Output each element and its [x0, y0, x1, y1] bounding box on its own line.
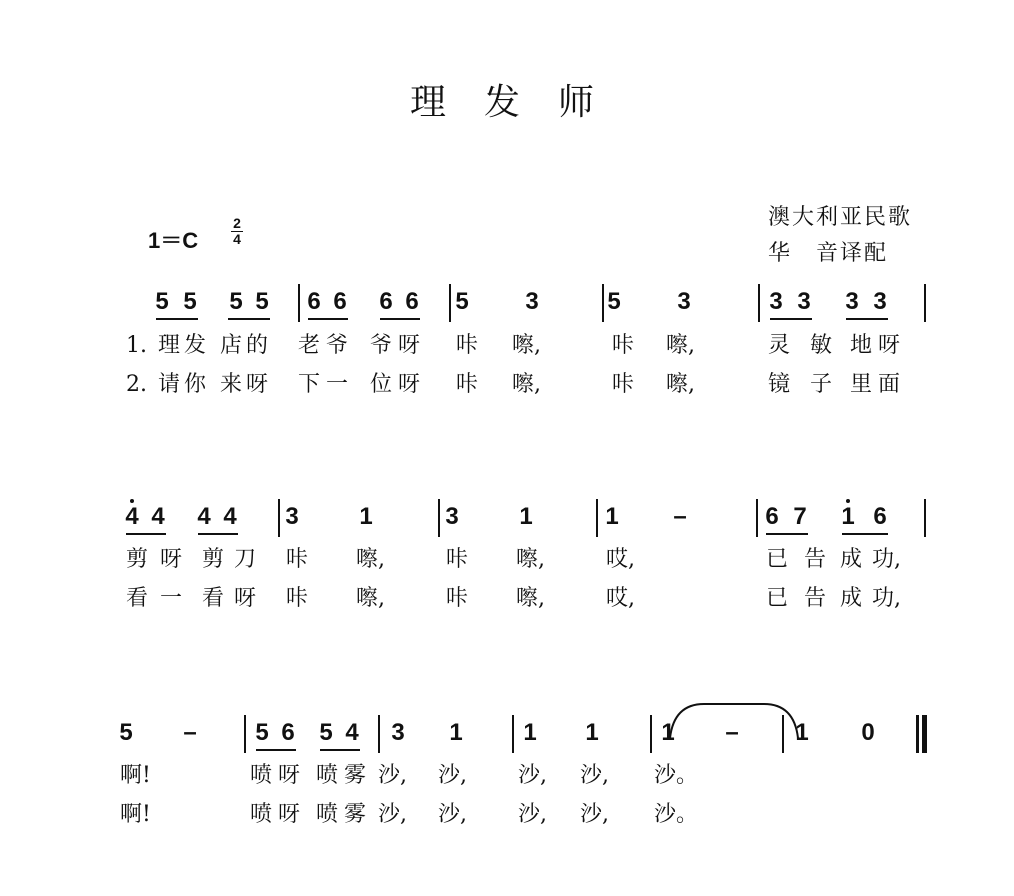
time-signature-top: 2: [233, 215, 241, 231]
lyric-verse-1: 敏: [810, 333, 833, 358]
lyric-verse-2: 下: [298, 372, 321, 397]
note: 3: [797, 288, 811, 315]
note: 3: [845, 288, 859, 315]
translator-credit: 华 音译配: [768, 241, 889, 266]
barline: [922, 715, 927, 753]
lyric-verse-1: 咔: [456, 333, 479, 358]
lyric-verse-1: 嚓,: [666, 333, 695, 358]
barline: [278, 499, 280, 537]
lyric-verse-1: 嚓,: [356, 547, 385, 572]
barline: [782, 715, 784, 753]
lyric-verse-2: 咔: [446, 586, 469, 611]
time-signature-bottom: 4: [233, 231, 241, 247]
barline: [924, 499, 926, 537]
note: 6: [307, 288, 321, 315]
barline: [758, 284, 760, 322]
lyric-verse-1: 1.: [126, 333, 147, 358]
note: 1: [661, 719, 675, 746]
note: 7: [793, 503, 807, 530]
lyric-verse-1: 喷: [316, 763, 339, 788]
lyric-verse-2: 沙。: [654, 802, 699, 827]
note: 6: [873, 503, 887, 530]
barline: [244, 715, 246, 753]
octave-dot: [130, 499, 134, 503]
lyric-verse-2: 一: [326, 372, 349, 397]
beam-underline: [228, 318, 270, 320]
lyric-verse-2: 嚓,: [516, 586, 545, 611]
beam-underline: [846, 318, 888, 320]
note: 1: [795, 719, 809, 746]
lyric-verse-2: 来: [220, 372, 243, 397]
lyric-verse-1: 咔: [286, 547, 309, 572]
note: 6: [333, 288, 347, 315]
lyric-verse-2: 嚓,: [512, 372, 541, 397]
lyric-verse-1: 爷: [370, 333, 393, 358]
note: 4: [125, 503, 139, 530]
note: 5: [607, 288, 621, 315]
lyric-verse-1: 功,: [872, 547, 901, 572]
note: 6: [405, 288, 419, 315]
lyric-verse-1: 爷: [326, 333, 349, 358]
note: 5: [183, 288, 197, 315]
lyric-verse-1: 嚓,: [512, 333, 541, 358]
note: 1: [841, 503, 855, 530]
note: 3: [677, 288, 691, 315]
lyric-verse-1: 地: [850, 333, 873, 358]
note: 5: [455, 288, 469, 315]
lyric-verse-2: 你: [184, 372, 207, 397]
note: 3: [445, 503, 459, 530]
barline: [756, 499, 758, 537]
lyric-verse-1: 沙。: [654, 763, 699, 788]
lyric-verse-2: 子: [810, 372, 833, 397]
lyric-verse-2: 已: [766, 586, 789, 611]
origin-credit: 澳大利亚民歌: [768, 205, 913, 230]
barline: [449, 284, 451, 322]
lyric-verse-1: 咔: [612, 333, 635, 358]
lyric-verse-1: 沙,: [378, 763, 407, 788]
lyric-verse-1: 雾: [344, 763, 367, 788]
lyric-verse-2: 镜: [768, 372, 791, 397]
beam-underline: [842, 533, 888, 535]
beam-underline: [256, 749, 296, 751]
lyric-verse-1: 的: [246, 333, 269, 358]
note: 1: [359, 503, 373, 530]
barline: [512, 715, 514, 753]
lyric-verse-1: 成: [840, 547, 863, 572]
lyric-verse-1: 刀: [234, 547, 257, 572]
lyric-verse-2: 沙,: [518, 802, 547, 827]
lyric-verse-2: 看: [202, 586, 225, 611]
lyric-verse-2: 咔: [612, 372, 635, 397]
barline: [378, 715, 380, 753]
lyric-verse-1: 已: [766, 547, 789, 572]
lyric-verse-2: 啊!: [120, 802, 151, 827]
lyric-verse-2: 喷: [250, 802, 273, 827]
beam-underline: [308, 318, 348, 320]
lyric-verse-1: 剪: [126, 547, 149, 572]
note: 0: [861, 719, 875, 746]
note: 3: [769, 288, 783, 315]
note: 3: [873, 288, 887, 315]
lyric-verse-1: 呀: [398, 333, 421, 358]
beam-underline: [770, 318, 812, 320]
barline: [596, 499, 598, 537]
lyric-verse-1: 啊!: [120, 763, 151, 788]
lyric-verse-2: 沙,: [438, 802, 467, 827]
key-signature: 1＝C: [148, 228, 199, 253]
lyric-verse-2: 里: [850, 372, 873, 397]
lyric-verse-2: 呀: [234, 586, 257, 611]
barline: [650, 715, 652, 753]
note: 5: [255, 288, 269, 315]
lyric-verse-1: 灵: [768, 333, 791, 358]
note: 4: [151, 503, 165, 530]
lyric-verse-2: 面: [878, 372, 901, 397]
barline: [916, 715, 919, 753]
lyric-verse-1: 理: [158, 333, 181, 358]
lyric-verse-2: 看: [126, 586, 149, 611]
lyric-verse-1: 沙,: [580, 763, 609, 788]
beam-underline: [320, 749, 360, 751]
note: 4: [345, 719, 359, 746]
lyric-verse-2: 雾: [344, 802, 367, 827]
lyric-verse-2: 喷: [316, 802, 339, 827]
lyric-verse-2: 嚓,: [356, 586, 385, 611]
lyric-verse-1: 咔: [446, 547, 469, 572]
lyric-verse-2: 呀: [278, 802, 301, 827]
note: 5: [155, 288, 169, 315]
lyric-verse-1: 剪: [202, 547, 225, 572]
note: 4: [223, 503, 237, 530]
lyric-verse-2: 告: [804, 586, 827, 611]
note: 3: [285, 503, 299, 530]
beam-underline: [198, 533, 238, 535]
note: 5: [119, 719, 133, 746]
lyric-verse-1: 嚓,: [516, 547, 545, 572]
lyric-verse-2: 功,: [872, 586, 901, 611]
lyric-verse-2: 呀: [398, 372, 421, 397]
note: 4: [197, 503, 211, 530]
lyric-verse-1: 呀: [878, 333, 901, 358]
lyric-verse-2: 成: [840, 586, 863, 611]
note: 5: [319, 719, 333, 746]
note: 5: [229, 288, 243, 315]
note: 6: [379, 288, 393, 315]
beam-underline: [126, 533, 166, 535]
lyric-verse-1: 哎,: [606, 547, 635, 572]
lyric-verse-2: 沙,: [580, 802, 609, 827]
lyric-verse-1: 沙,: [518, 763, 547, 788]
lyric-verse-1: 发: [184, 333, 207, 358]
barline: [438, 499, 440, 537]
lyric-verse-2: 呀: [246, 372, 269, 397]
note: 1: [519, 503, 533, 530]
lyric-verse-2: 咔: [456, 372, 479, 397]
lyric-verse-1: 店: [220, 333, 243, 358]
note: –: [673, 503, 687, 530]
note: 1: [449, 719, 463, 746]
lyric-verse-2: 一: [160, 586, 183, 611]
lyric-verse-2: 2.: [126, 372, 147, 397]
lyric-verse-1: 告: [804, 547, 827, 572]
barline: [924, 284, 926, 322]
barline: [602, 284, 604, 322]
lyric-verse-2: 哎,: [606, 586, 635, 611]
lyric-verse-2: 咔: [286, 586, 309, 611]
note: 3: [391, 719, 405, 746]
note: 1: [585, 719, 599, 746]
octave-dot: [846, 499, 850, 503]
beam-underline: [380, 318, 420, 320]
note: 3: [525, 288, 539, 315]
note: –: [725, 719, 739, 746]
lyric-verse-1: 呀: [160, 547, 183, 572]
note: 6: [281, 719, 295, 746]
lyric-verse-2: 请: [158, 372, 181, 397]
lyric-verse-2: 沙,: [378, 802, 407, 827]
note: –: [183, 719, 197, 746]
lyric-verse-1: 老: [298, 333, 321, 358]
lyric-verse-1: 呀: [278, 763, 301, 788]
lyric-verse-1: 沙,: [438, 763, 467, 788]
note: 5: [255, 719, 269, 746]
time-signature: [230, 216, 244, 247]
beam-underline: [156, 318, 198, 320]
lyric-verse-2: 嚓,: [666, 372, 695, 397]
lyric-verse-2: 位: [370, 372, 393, 397]
barline: [298, 284, 300, 322]
note: 1: [523, 719, 537, 746]
lyric-verse-1: 喷: [250, 763, 273, 788]
beam-underline: [766, 533, 808, 535]
note: 6: [765, 503, 779, 530]
note: 1: [605, 503, 619, 530]
song-title: 理发师: [410, 82, 633, 123]
